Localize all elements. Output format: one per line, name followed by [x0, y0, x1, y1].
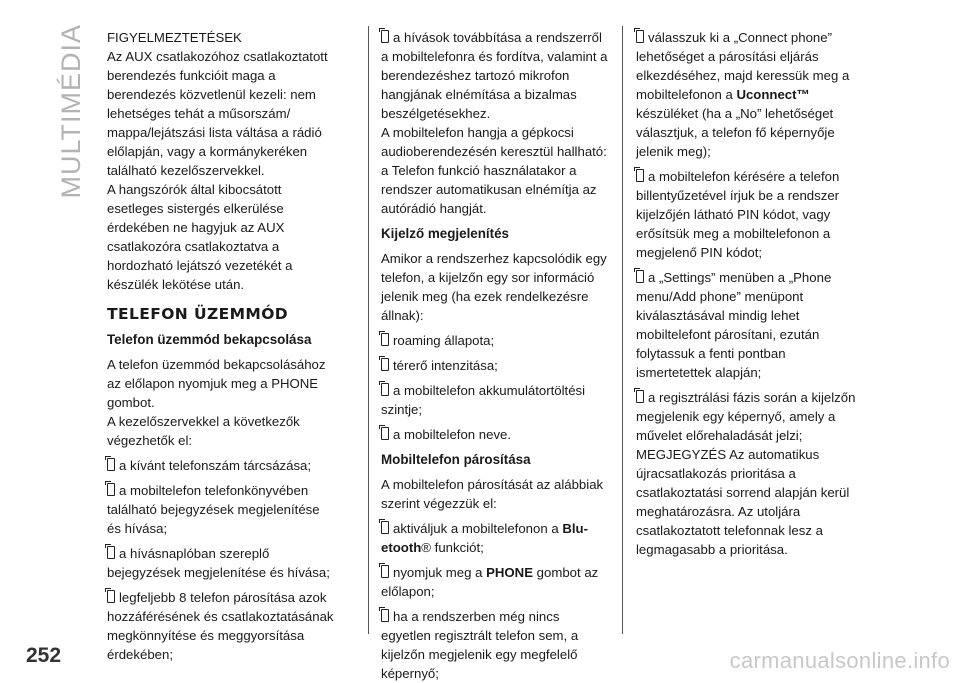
- bullet-icon: [381, 383, 389, 396]
- bullet-icon: [381, 30, 389, 43]
- bullet-icon: [107, 458, 115, 471]
- section-side-title: MULTIMÉDIA: [56, 24, 86, 199]
- subsection-heading: Telefon üzemmód bekapcsolása: [107, 332, 312, 347]
- note-paragraph: MEGJEGYZÉS Az automatikus újracsatlakozás prioritása a csatlakoztatási sorrend alapján kerül meghatározásra. Az utoljára csatlakoztatott telefonnak lesz a legmagasabb a prioritása.: [636, 447, 850, 557]
- paragraph: Az AUX csatlakozóhoz csatlakoztatott berendezés funkcióit maga a berendezés közvetlenül kezeli: nem lehetséges tehát a műsorszám/ mappa/lejátszási lista váltása a rádió előlapján, vagy a kormánykeréken található kezelőszervekkel.: [107, 49, 328, 178]
- text-column-3: [636, 28, 864, 559]
- column-divider-2: [622, 26, 623, 634]
- bullet-icon: [107, 483, 115, 496]
- warnings-heading: FIGYELMEZTETÉSEK: [107, 30, 242, 45]
- list-item: a mobiltelefon kérésére a telefon billentyűzetével írjuk be a rendszer kijelzőjén látható PIN kódot, vagy erősítsük meg a mobiltelefonon a megjelenő PIN kódot;: [636, 169, 840, 260]
- text-column-1: [107, 28, 335, 664]
- bullet-icon: [381, 609, 389, 622]
- paragraph: A kezelőszervekkel a következők végezhetők el:: [107, 414, 300, 448]
- column-divider-1: [368, 26, 369, 634]
- bullet-icon: [636, 390, 644, 403]
- bullet-icon: [381, 565, 389, 578]
- list-item: ha a rendszerben még nincs egyetlen regisztrált telefon sem, a kijelzőn megjelenik egy megfelelő képernyő;: [381, 609, 579, 681]
- watermark: carmanualsonline.info: [729, 648, 950, 673]
- bullet-icon: [107, 546, 115, 559]
- paragraph: Amikor a rendszerhez kapcsolódik egy telefon, a kijelzőn egy sor információ jelenik meg (ha ezek rendelkezésre állnak):: [381, 251, 607, 323]
- list-item: roaming állapota;: [381, 331, 609, 350]
- list-item: legfeljebb 8 telefon párosítása azok hozzáférésének és csatlakoztatásának megkönnyítése és meggyorsítása érdekében;: [107, 590, 334, 662]
- list-item: a mobiltelefon neve.: [381, 425, 609, 444]
- list-item: a „Settings” menüben a „Phone menu/Add phone” menüpont kiválasztásával mindig lehet mobiltelefont párosítani, ezután folytassuk a fenti pontban ismertetettek alapján;: [636, 270, 832, 380]
- paragraph: A telefon üzemmód bekapcsolásához az előlapon nyomjuk meg a PHONE gombot.: [107, 357, 326, 410]
- list-item: a hívásnaplóban szereplő bejegyzések megjelenítése és hívása;: [107, 546, 330, 580]
- subsection-heading: Kijelző megjelenítés: [381, 226, 509, 241]
- bullet-icon: [636, 169, 644, 182]
- list-item: a mobiltelefon akkumulátortöltési szintje;: [381, 383, 586, 417]
- paragraph: A mobiltelefon párosítását az alábbiak szerint végezzük el:: [381, 477, 604, 511]
- list-item: a kívánt telefonszám tárcsázása;: [107, 456, 335, 475]
- page-number: 252: [26, 644, 62, 667]
- list-item: a regisztrálási fázis során a kijelzőn megjelenik egy képernyő, amely a művelet előrehaladását jelzi;: [636, 390, 856, 443]
- list-item: válasszuk ki a „Connect phone” lehetőséget a párosítási eljárás elkezdéséhez, majd keressük meg a mobiltelefonon a Uconnect™ készüléket (ha a „No” lehetőséget választjuk, a telefon fő képernyője jelenik meg);: [636, 30, 850, 159]
- paragraph: A hangszórók által kibocsátott esetleges sistergés elkerülése érdekében ne hagyjuk az AUX csatlakozóra csatlakoztatva a hordozható lejátszó vezetékét a készülék lekötése után.: [107, 182, 293, 292]
- bullet-icon: [107, 590, 115, 603]
- list-item: térerő intenzitása;: [381, 356, 609, 375]
- list-item: nyomjuk meg a PHONE gombot az előlapon;: [381, 565, 599, 599]
- bullet-icon: [381, 333, 389, 346]
- subsection-heading: Mobiltelefon párosítása: [381, 452, 531, 467]
- bullet-icon: [636, 30, 644, 43]
- list-item: a mobiltelefon telefonkönyvében található bejegyzések megjelenítése és hívása;: [107, 483, 320, 536]
- section-heading: TELEFON ÜZEMMÓD: [107, 305, 289, 323]
- bullet-icon: [381, 358, 389, 371]
- bullet-icon: [636, 270, 644, 283]
- paragraph: A mobiltelefon hangja a gépkocsi audioberendezésén keresztül hallható: a Telefon funkció használatakor a rendszer automatikusan elnémítja az autórádió hangját.: [381, 125, 607, 216]
- bullet-icon: [381, 521, 389, 534]
- list-item: aktiváljuk a mobiltelefonon a Blu-etooth® funkciót;: [381, 521, 588, 555]
- text-column-2: [381, 28, 609, 683]
- list-item: a hívások továbbítása a rendszerről a mobiltelefonra és fordítva, valamint a berendezéshez tartozó mikrofon hangjának elnémítása a bizalmas beszélgetésekhez.: [381, 30, 608, 121]
- bullet-icon: [381, 427, 389, 440]
